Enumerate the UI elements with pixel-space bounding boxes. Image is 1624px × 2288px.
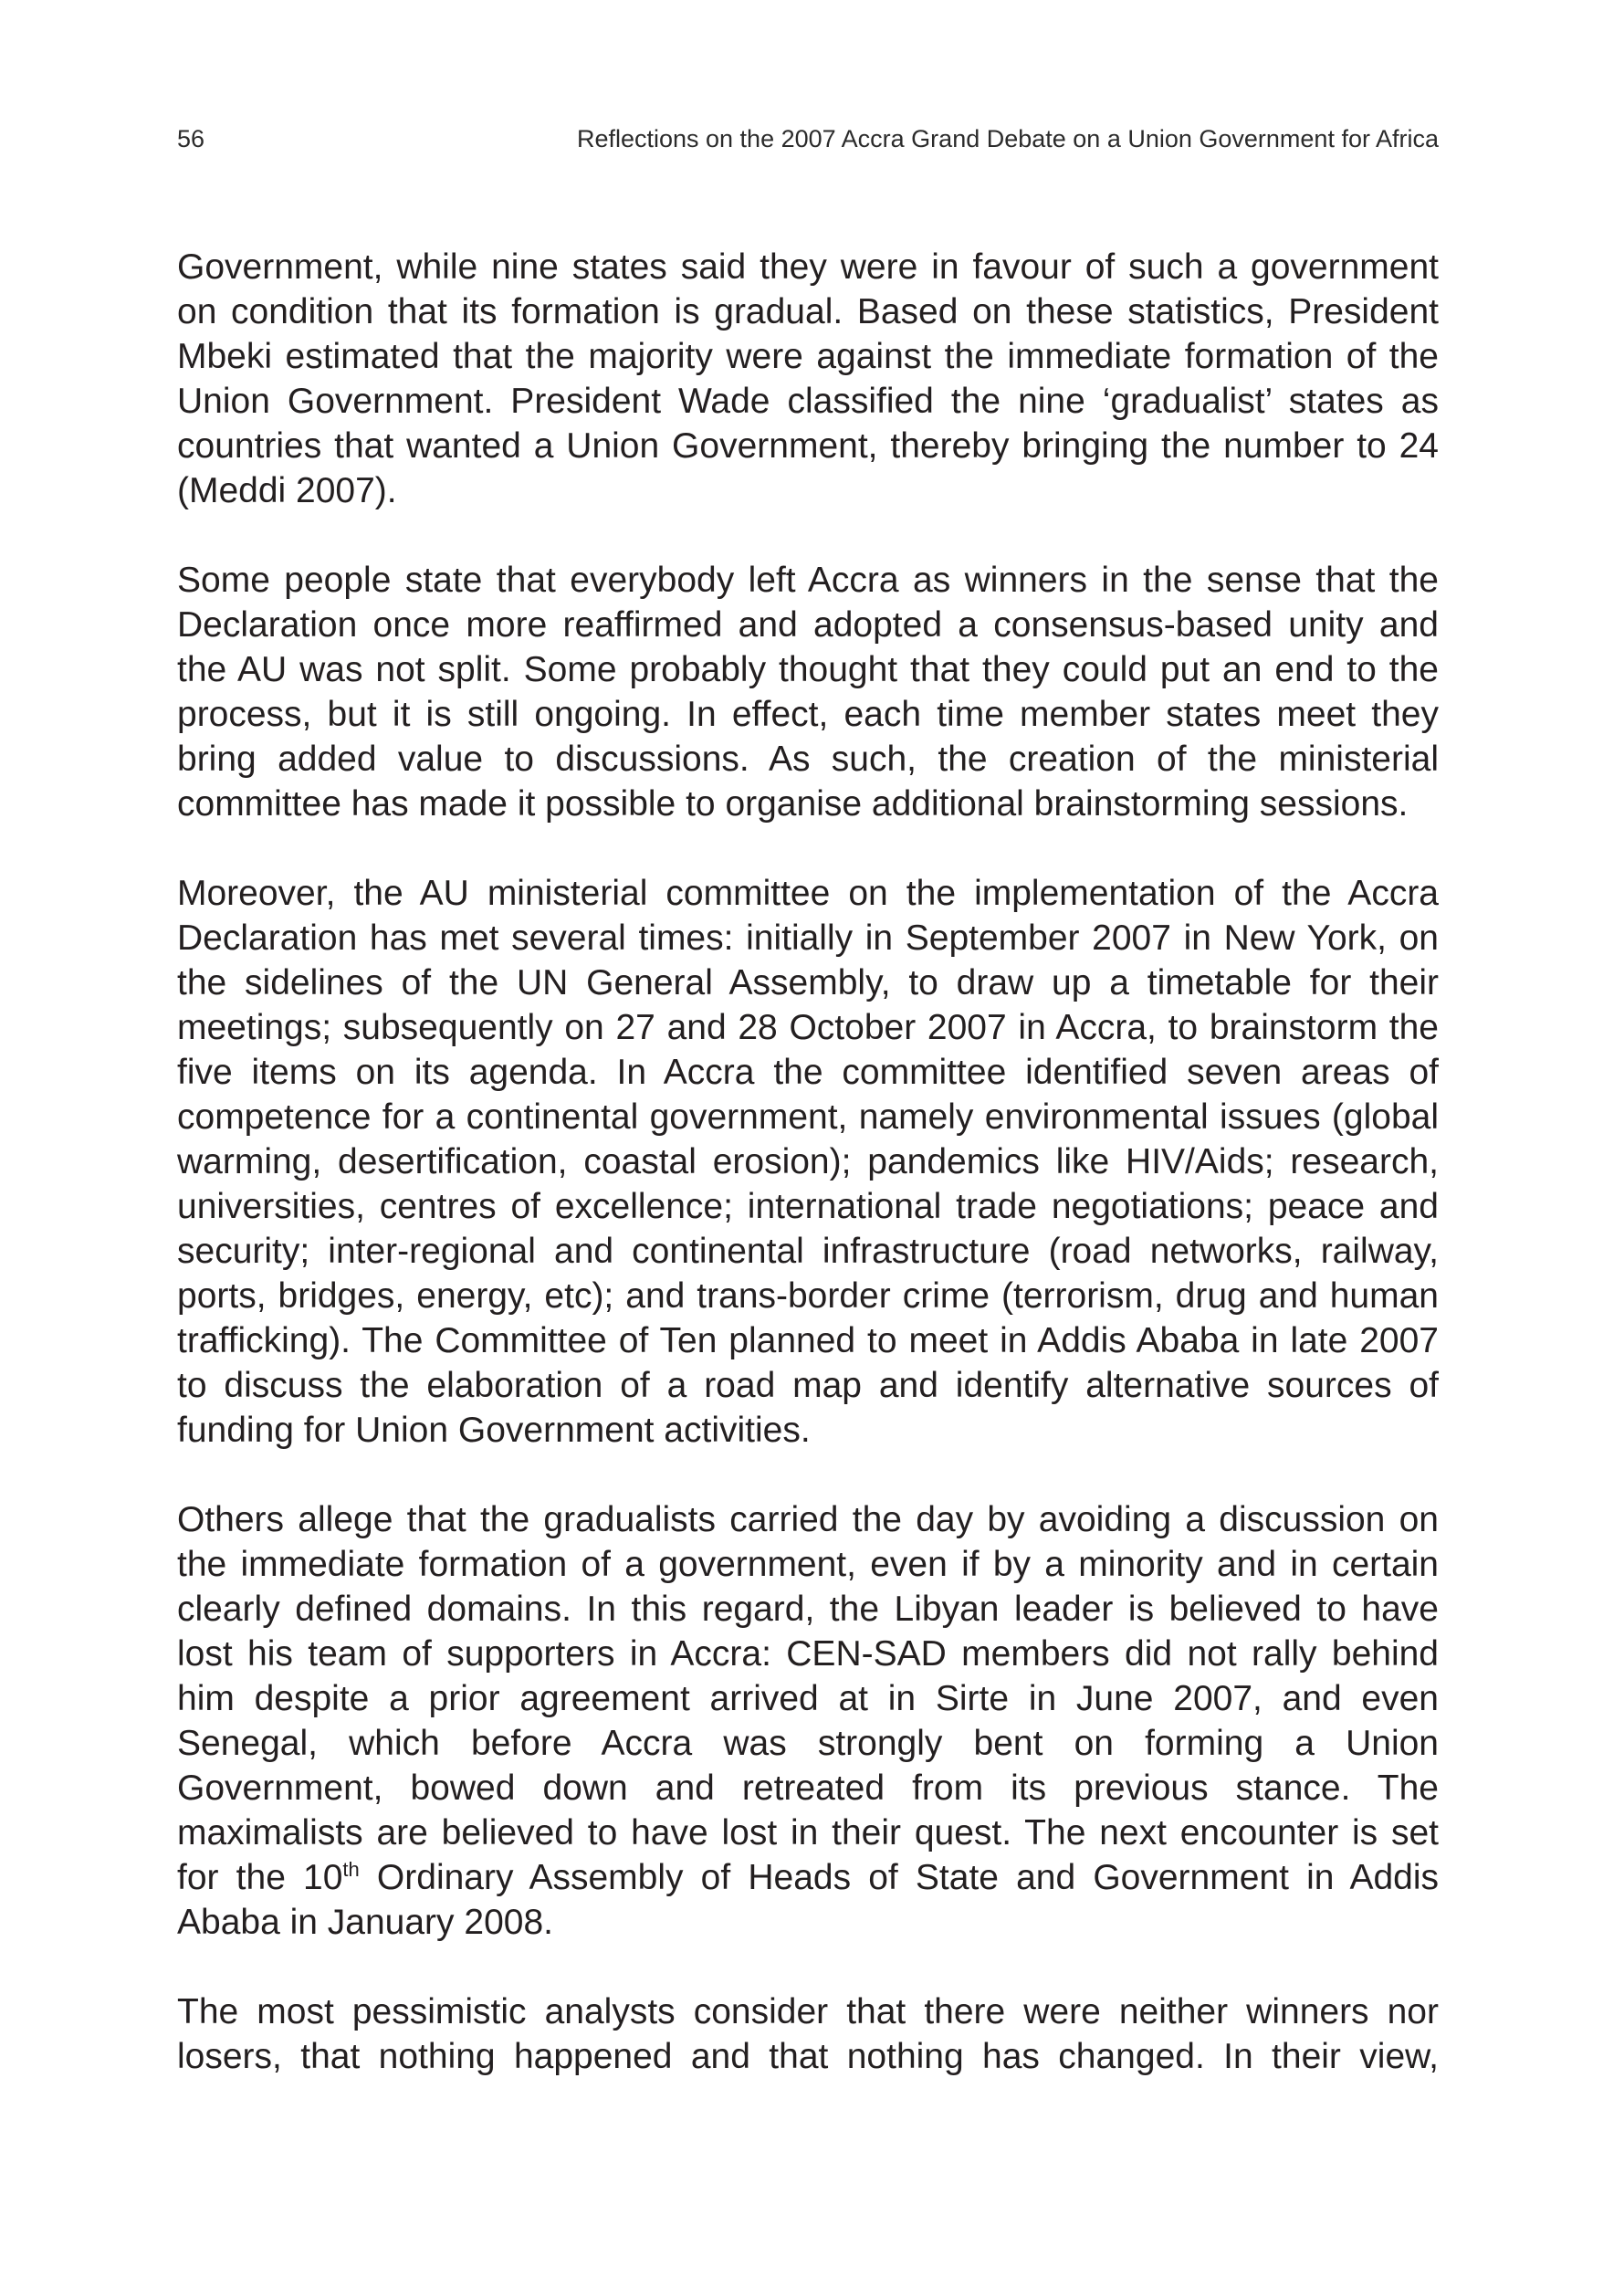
paragraph: Some people state that everybody left Accra as winners in the sense that the Declaration once more reaffirmed and adopted a consensus-based unity and the AU was not split. Some probably thought that they could put an end to the process, but it is still ongoing. In effect, each time member states meet they bring added value to discussions. As such, the creation of the ministerial committee has made it possible to organise additional brainstorming sessions. [177,561,1439,824]
running-title: Reflections on the 2007 Accra Grand Debate on a Union Government for Africa [576,125,1439,152]
paragraph [177,1497,1439,1945]
paragraph-text: Ordinary Assembly of Heads of State and Government in Addis Ababa in January 2008. [177,1858,1439,1942]
paragraph: Moreover, the AU ministerial committee on the implementation of the Accra Declaration has met several times: initially in September 2007 in New York, on the sidelines of the UN General Assembly, to draw up a timetable for their meetings; subsequently on 27 and 28 October 2007 in Accra, to brainstorm the five items on its agenda. In Accra the committee identified seven areas of competence for a continental government, namely environmental issues (global warming, desertification, coastal erosion); pandemics like HIV/Aids; research, universities, centres of excellence; international trade negotiations; peace and security; inter-regional and continental infrastructure (road networks, railway, ports, bridges, energy, etc); and trans-border crime (terrorism, drug and human trafficking). The Committee of Ten planned to meet in Addis Ababa in late 2007 to discuss the elaboration of a road map and identify alternative sources of funding for Union Government activities. [177,874,1439,1450]
ordinal-superscript: th [342,1858,360,1881]
running-header [177,121,1439,157]
page-number: 56 [177,125,205,152]
paragraph: Government, while nine states said they were in favour of such a government on condition that its formation is gradual. Based on these statistics, President Mbeki estimated that the majority were against the immediate formation of the Union Government. President Wade classified the nine ‘gradualist’ states as countries that wanted a Union Government, thereby bringing the number to 24 (Meddi 2007). [177,247,1439,510]
body-text [177,245,1439,2124]
paragraph: The most pessimistic analysts consider that there were neither winners nor losers, that nothing happened and that nothing has changed. In their view, [177,1992,1439,2076]
paragraph-text: Others allege that the gradualists carried the day by avoiding a discussion on the immediate formation of a government, even if by a minority and in certain clearly defined domains. In this regard, the Libyan leader is believed to have lost his team of supporters in Accra: CEN-SAD members did not rally behind him despite a prior agreement arrived at in Sirte in June 2007, and even Senegal, which before Accra was strongly bent on forming a Union Government, bowed down and retreated from its previous stance. The maximalists are believed to have lost in their quest. The next encounter is set for the 10 [177,1500,1439,1897]
